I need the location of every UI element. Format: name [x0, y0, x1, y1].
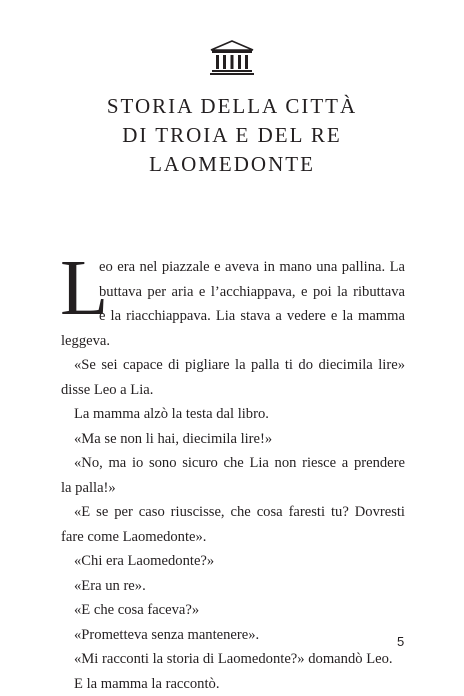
drop-cap: L [60, 249, 108, 328]
text-line: «No, ma io sono sicuro che Lia non riesce a prendere [61, 451, 405, 476]
temple-icon [209, 40, 255, 76]
chapter-title-line: LAOMEDONTE [40, 150, 424, 179]
page-number: 5 [397, 634, 404, 649]
text-line: «Era un re». [61, 574, 405, 599]
text-line: «E se per caso riuscisse, che cosa faresti tu? Dovresti [61, 500, 405, 525]
text-line: la palla!» [61, 476, 405, 501]
text-line: «Chi era Laomedonte?» [61, 549, 405, 574]
chapter-title [40, 92, 424, 179]
text-line: La mamma alzò la testa dal libro. [61, 402, 405, 427]
text-line: leggeva. [61, 329, 405, 354]
opening-paragraph [61, 255, 405, 353]
chapter-title-line: STORIA DELLA CITTÀ [40, 92, 424, 121]
text-line: «Ma se non li hai, diecimila lire!» [61, 427, 405, 452]
text-line: buttava per aria e l’acchiappava, e poi la ributtava [61, 280, 405, 305]
chapter-title-line: DI TROIA E DEL RE [40, 121, 424, 150]
text-line: «E che cosa faceva?» [61, 598, 405, 623]
text-line: E la mamma la raccontò. [61, 672, 405, 696]
text-line: fare come Laomedonte». [61, 525, 405, 550]
text-line: «Prometteva senza mantenere». [61, 623, 405, 648]
text-line: «Se sei capace di pigliare la palla ti do diecimila lire» [61, 353, 405, 378]
story-text [61, 255, 405, 696]
text-line: «Mi racconti la storia di Laomedonte?» domandò Leo. [61, 647, 405, 672]
text-line: eo era nel piazzale e aveva in mano una pallina. La [61, 255, 405, 280]
text-line: e la riacchiappava. Lia stava a vedere e la mamma [61, 304, 405, 329]
text-line: disse Leo a Lia. [61, 378, 405, 403]
